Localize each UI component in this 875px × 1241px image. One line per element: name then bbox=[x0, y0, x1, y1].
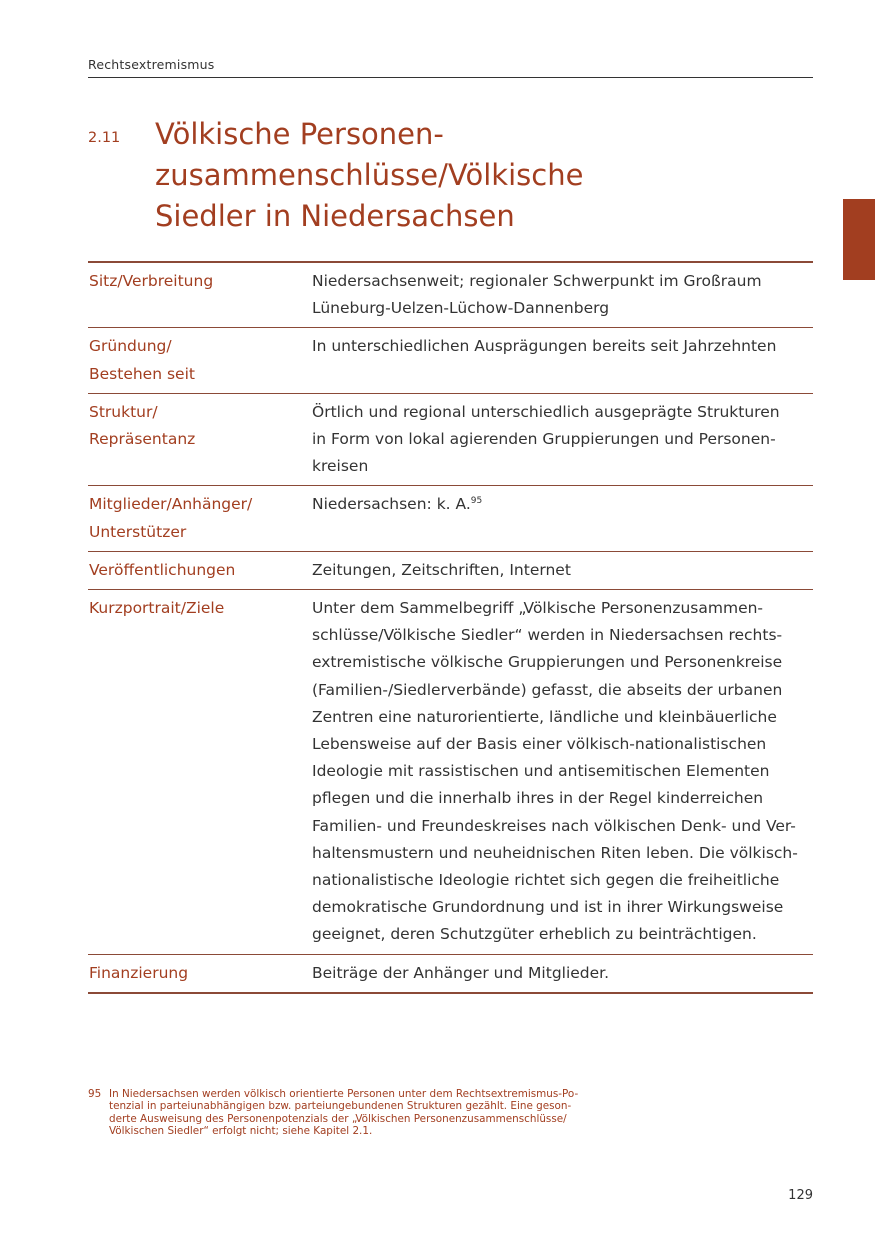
footnote-ref[interactable]: 95 bbox=[470, 496, 483, 507]
value-line: Lüneburg-Uelzen-Lüchow-Dannenberg bbox=[312, 299, 610, 318]
value-line: geeignet, deren Schutzgüter erheblich zu beinträchtigen. bbox=[312, 925, 757, 944]
value-line: Niedersachsen: k. A. bbox=[312, 495, 471, 514]
value-line: In unterschiedlichen Ausprägungen bereits seit Jahrzehnten bbox=[312, 337, 777, 356]
row-value bbox=[311, 590, 813, 955]
row-label bbox=[88, 551, 311, 589]
value-line: extremistische völkische Gruppierungen und Personenkreise bbox=[312, 653, 783, 672]
value-line: Niedersachsenweit; regionaler Schwerpunkt im Großraum bbox=[312, 272, 762, 290]
value-line: Familien- und Freundeskreises nach völkischen Denk- und Ver- bbox=[312, 816, 796, 835]
value-line: demokratische Grundordnung und ist in ihrer Wirkungsweise bbox=[312, 898, 784, 917]
table-row-kurzportrait bbox=[88, 590, 813, 955]
value-line: kreisen bbox=[312, 457, 369, 476]
value-line: Örtlich und regional unterschiedlich ausgeprägte Strukturen bbox=[312, 402, 780, 421]
chapter-thumb-tab bbox=[843, 199, 875, 280]
section-title-line: zusammenschlüsse/Völkische bbox=[155, 158, 584, 192]
label-line: Finanzierung bbox=[89, 963, 189, 982]
footnote-line: In Niedersachsen werden völkisch orientierte Personen unter dem Rechtsextremismus-Po- bbox=[109, 1088, 579, 1100]
label-line: Kurzportrait/Ziele bbox=[89, 599, 225, 618]
value-line: Zeitungen, Zeitschriften, Internet bbox=[312, 560, 571, 579]
table-row-mitglieder bbox=[88, 486, 813, 551]
label-line: Unterstützer bbox=[89, 522, 187, 541]
label-line: Gründung/ bbox=[89, 337, 172, 356]
label-line: Veröffentlichungen bbox=[89, 560, 236, 579]
table-row-struktur bbox=[88, 393, 813, 486]
value-line: Zentren eine naturorientierte, ländliche und kleinbäuerliche bbox=[312, 707, 777, 726]
footnote-line: tenzial in parteiunabhängigen bzw. parteiungebundenen Strukturen gezählt. Eine geson- bbox=[109, 1100, 572, 1113]
label-line: Bestehen seit bbox=[89, 364, 195, 383]
row-value bbox=[311, 551, 813, 589]
value-line: Ideologie mit rassistischen und antisemitischen Elementen bbox=[312, 762, 770, 781]
table-row-gruendung bbox=[88, 328, 813, 393]
value-line: schlüsse/Völkische Siedler“ werden in Niedersachsen rechts- bbox=[312, 626, 783, 645]
row-label bbox=[88, 590, 311, 955]
value-line: (Familien-/Siedlerverbände) gefasst, die abseits der urbanen bbox=[312, 680, 783, 699]
row-label bbox=[88, 486, 311, 551]
footnote-line: derte Ausweisung des Personenpotenzials der „Völkischen Personenzusammenschlüsse/ bbox=[109, 1112, 567, 1125]
fact-table bbox=[88, 261, 813, 994]
table-row-finanzierung bbox=[88, 954, 813, 993]
label-line: Struktur/ bbox=[89, 402, 158, 421]
value-line: haltensmustern und neuheidnischen Riten leben. Die völkisch- bbox=[312, 843, 798, 862]
value-line: nationalistische Ideologie richtet sich gegen die freiheitliche bbox=[312, 871, 780, 890]
footnote-number: 95 bbox=[88, 1088, 102, 1100]
row-label bbox=[88, 262, 311, 328]
row-label bbox=[88, 393, 311, 486]
footnote-line: Völkischen Siedler“ erfolgt nicht; siehe Kapitel 2.1. bbox=[109, 1124, 373, 1137]
value-line: Beiträge der Anhänger und Mitglieder. bbox=[312, 963, 610, 982]
footnote-text bbox=[109, 1088, 648, 1137]
section-title bbox=[155, 114, 715, 237]
value-line: Unter dem Sammelbegriff „Völkische Personenzusammen- bbox=[312, 599, 764, 618]
row-value bbox=[311, 393, 813, 486]
value-line: Lebensweise auf der Basis einer völkisch-nationalistischen bbox=[312, 735, 767, 754]
page-number: 129 bbox=[788, 1188, 813, 1203]
row-value bbox=[311, 262, 813, 328]
value-line: pflegen und die innerhalb ihres in der Regel kinderreichen bbox=[312, 789, 764, 808]
value-line: in Form von lokal agierenden Gruppierungen und Personen- bbox=[312, 430, 776, 449]
label-line: Sitz/Verbreitung bbox=[89, 272, 214, 290]
row-value bbox=[311, 486, 813, 551]
row-value bbox=[311, 954, 813, 993]
running-head: Rechtsextremismus bbox=[88, 57, 813, 78]
table-row-veroeffentlichungen bbox=[88, 551, 813, 589]
label-line: Mitglieder/Anhänger/ bbox=[89, 495, 253, 514]
table-row-sitz bbox=[88, 262, 813, 328]
label-line: Repräsentanz bbox=[89, 430, 196, 449]
section-title-line: Völkische Personen- bbox=[155, 117, 444, 151]
section-title-line: Siedler in Niedersachsen bbox=[155, 199, 515, 233]
footnote bbox=[88, 1088, 648, 1137]
row-label bbox=[88, 328, 311, 393]
row-label bbox=[88, 954, 311, 993]
section-number: 2.11 bbox=[88, 130, 121, 146]
row-value bbox=[311, 328, 813, 393]
